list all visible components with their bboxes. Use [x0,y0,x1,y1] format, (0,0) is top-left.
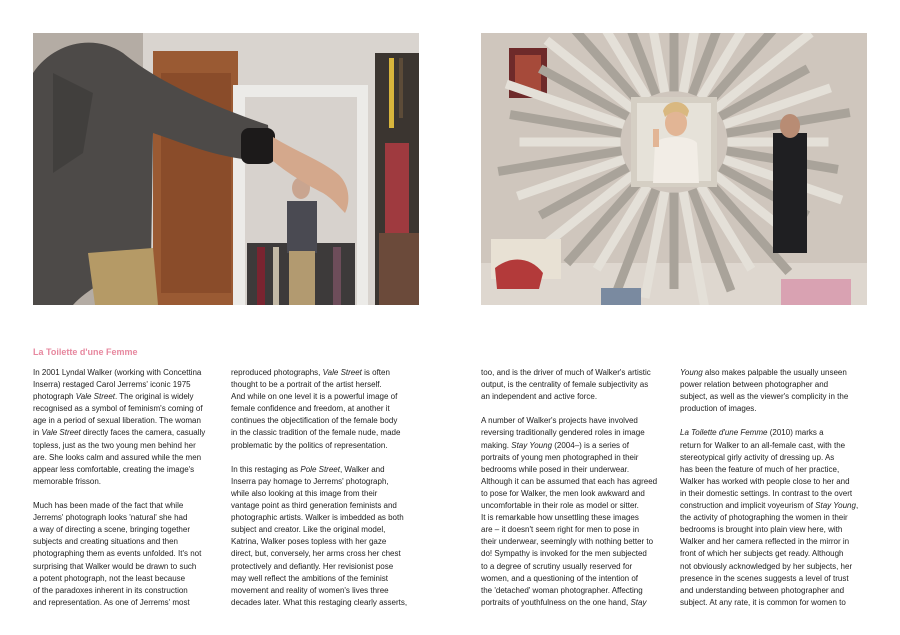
text-line: subjects and creating situations and then [33,537,178,547]
text-line: Much has been made of the fact that while [33,501,184,511]
text-line: protectively and defiantly. Her revisionist pose [231,561,394,571]
text-line: portraits of youthfulness on the one hand, Stay [481,597,647,607]
text-line: problematic by the politics of representation. [231,440,388,450]
text-line: direct, but, conversely, her arms cross her chest [231,549,401,559]
text-line: And while on one level it is a powerful image of [231,392,398,402]
text-line: presence in the scenes suggests a level of trust [680,573,849,583]
text-line: memorable frisson. [33,476,102,486]
text-column-2 [231,367,417,609]
text-line: surprising that Walker would be drawn to such [33,561,197,571]
text-line: power relation between photographer and [680,380,829,390]
section-heading: La Toilette d'une Femme [33,347,138,357]
paragraph-break [680,415,866,427]
text-line: photographing them as events unfolded. It's not [33,549,202,559]
text-line: photographic artists. Walker is imbedded as both [231,513,404,523]
text-line: continues the objectification of the female body [231,416,398,426]
text-line: of the paradoxes inherent in its construction [33,585,188,595]
text-line: to a degree of scrutiny usually reserved for [481,561,633,571]
text-line: decades later. What this restaging clearly asserts, [231,597,408,607]
text-line: construction and implicit voyeurism of Stay Young, [680,501,859,511]
text-line: Young also makes palpable the usually unseen [680,368,847,377]
text-line: the 'detached' woman photographer. Affecting [481,585,643,595]
text-line: and understanding between photographer and [680,585,845,595]
text-line: in their domestic settings. In contrast to the overt [680,488,853,498]
text-line: bedrooms while posed in their underwear. [481,464,630,474]
text-line: stereotypical girly activity of dressing up. As [680,452,835,462]
text-line: Inserra pay homage to Jerrems' photograph, [231,476,389,486]
text-line: photograph Vale Street. The original is widely [33,392,194,402]
text-column-4 [680,367,866,609]
text-line: In 2001 Lyndal Walker (working with Concettina [33,368,202,377]
text-line: too, and is the driver of much of Walker's artistic [481,368,651,377]
text-line: subject. At any rate, it is common for women to [680,597,846,607]
text-line: the activity of photographing the women in their [680,513,848,523]
text-line: subject, as well as the viewer's complicity in the [680,392,849,402]
text-line: a way of directing a scene, bringing together [33,525,190,535]
text-line: uncomfortable in their role as model or sitter. [481,501,639,511]
text-line: women, and a questioning of the intention of [481,573,638,583]
text-line: in Vale Street directly faces the camera, casually [33,428,206,438]
text-line: Although it can be assumed that each has agreed [481,476,658,486]
photo-woman-at-mirror [33,33,419,305]
text-line: La Toilette d'une Femme (2010) marks a [680,428,824,438]
text-line: their underwear, seemingly with nothing better to [481,537,654,547]
paragraph-break [231,452,417,464]
text-line: portraits of young men photographed in their [481,452,639,462]
text-line: may well reflect the ambitions of the feminist [231,573,388,583]
text-line: while also looking at this image from their [231,488,378,498]
text-line: Walker has worked with people close to her and [680,476,850,486]
text-line: are – it doesn't seem right for men to pose in [481,525,640,535]
text-line: in the classic tradition of the female nude, made [231,428,401,438]
paragraph-break [33,488,219,500]
text-line: Jerrems' photograph looks 'natural' she had [33,513,188,523]
text-line: an independent and active force. [481,392,598,402]
text-line: output, is the centrality of female subjectivity as [481,380,649,390]
paragraph-break [481,403,667,415]
text-line: Inserra) restaged Carol Jerrems' iconic 1975 [33,380,191,390]
text-line: production of images. [680,404,757,414]
text-line: and representation. As one of Jerrems' most [33,597,190,607]
text-line: age in a period of sexual liberation. The woman [33,416,201,426]
text-line: bedrooms is brought into plain view here, with [680,525,843,535]
text-line: Katrina, Walker poses topless with her gaze [231,537,387,547]
text-line: subject and creator. Like the original model, [231,525,386,535]
text-line: appear less comfortable, creating the image's [33,464,195,474]
text-line: In this restaging as Pole Street, Walker and [231,464,385,474]
text-line: reversing traditionally gendered roles in image [481,428,645,438]
text-line: vantage point as third generation feminists and [231,501,397,511]
text-line: front of which her subjects get ready. Although [680,549,844,559]
text-line: a potent photograph, not the least because [33,573,186,583]
text-line: movement and reality of women's lives three [231,585,389,595]
text-line: has been the feature of much of her practice, [680,464,840,474]
text-line: making. Stay Young (2004–) is a series of [481,440,629,450]
text-line: are. She looks calm and assured while the men [33,452,202,462]
text-line: topless, just as the two young men behind her [33,440,196,450]
text-line: return for Walker to an all-female cast, with the [680,440,846,450]
text-line: It is remarkable how unsettling these images [481,513,639,523]
text-line: not obviously acknowledged by her subjects, her [680,561,853,571]
text-line: thought to be a portrait of the artist herself. [231,380,382,390]
text-line: recognised as a symbol of feminism's coming of [33,404,203,414]
text-line: female confidence and freedom, at another it [231,404,390,414]
text-line: reproduced photographs, Vale Street is often [231,368,390,377]
text-column-3 [481,367,667,609]
photo-sunburst-mirror [481,33,867,305]
text-line: Walker and her camera reflected in the mirror in [680,537,850,547]
text-column-1 [33,367,219,609]
text-line: do! Sympathy is invoked for the men subjected [481,549,647,559]
text-line: to pose for Walker, the men look awkward and [481,488,645,498]
text-line: A number of Walker's projects have involved [481,416,638,426]
